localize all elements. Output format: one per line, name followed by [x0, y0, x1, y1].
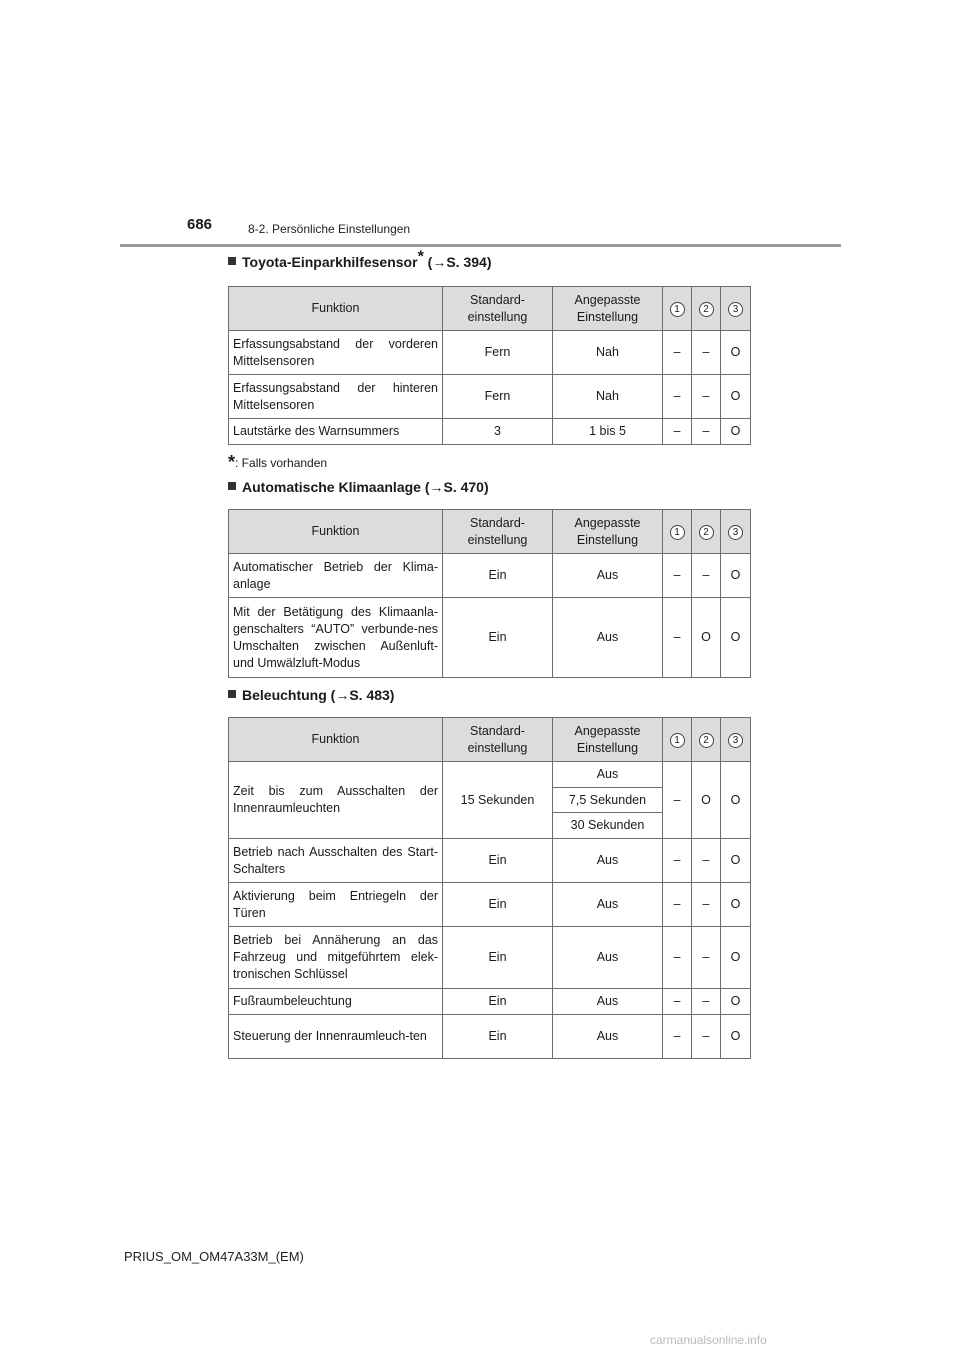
heading-ref: (→S. 483)	[326, 687, 395, 703]
cell-c2: –	[692, 419, 721, 445]
square-bullet-icon	[228, 690, 236, 698]
cell-angepasst: Aus	[553, 927, 663, 989]
cell-c2: –	[692, 883, 721, 927]
col-1	[663, 287, 692, 331]
cell-standard: Ein	[443, 883, 553, 927]
table-row	[229, 883, 751, 927]
cell-funktion: Fußraumbeleuchtung	[229, 989, 443, 1015]
header-rule	[120, 244, 841, 247]
col-angepasst: Angepasste Einstellung	[553, 510, 663, 554]
table-row	[229, 554, 751, 598]
heading-ref: (→S. 394)	[423, 254, 492, 270]
cell-c2: –	[692, 375, 721, 419]
cell-c3: O	[721, 554, 751, 598]
col-standard: Standard- einstellung	[443, 718, 553, 762]
square-bullet-icon	[228, 482, 236, 490]
col-1	[663, 718, 692, 762]
cell-c2: –	[692, 927, 721, 989]
cell-c3: O	[721, 331, 751, 375]
cell-c1: –	[663, 554, 692, 598]
cell-c3: O	[721, 762, 751, 839]
heading-ref: (→S. 470)	[420, 479, 489, 495]
cell-angepasst: Aus	[553, 989, 663, 1015]
cell-option: Aus	[553, 762, 663, 788]
cell-c1: –	[663, 598, 692, 678]
cell-c3: O	[721, 1015, 751, 1059]
col-2	[692, 510, 721, 554]
table-beleuchtung	[228, 717, 751, 1059]
table-row	[229, 598, 751, 678]
col-2	[692, 287, 721, 331]
cell-standard: Ein	[443, 989, 553, 1015]
cell-angepasst: Aus	[553, 1015, 663, 1059]
circled-3-icon: 3	[728, 525, 743, 540]
cell-standard: Ein	[443, 927, 553, 989]
cell-standard: Fern	[443, 331, 553, 375]
footnote-text: : Falls vorhanden	[235, 456, 328, 470]
cell-funktion: Automatischer Betrieb der Klima-anlage	[229, 554, 443, 598]
document-code: PRIUS_OM_OM47A33M_(EM)	[124, 1249, 304, 1264]
table-row	[229, 419, 751, 445]
table-header-row	[229, 287, 751, 331]
footnote	[228, 452, 327, 473]
cell-standard: Ein	[443, 598, 553, 678]
page-number: 686	[187, 216, 213, 233]
cell-standard: 15 Sekunden	[443, 762, 553, 839]
heading-title: Beleuchtung	[242, 687, 327, 703]
cell-c3: O	[721, 839, 751, 883]
cell-funktion: Lautstärke des Warnsummers	[229, 419, 443, 445]
table-row	[229, 331, 751, 375]
heading-title: Toyota-Einparkhilfesensor	[242, 254, 418, 270]
circled-3-icon: 3	[728, 733, 743, 748]
col-angepasst: Angepasste Einstellung	[553, 287, 663, 331]
heading-einparkhilfe	[228, 248, 492, 270]
watermark: carmanualsonline.info	[650, 1333, 767, 1347]
cell-funktion: Mit der Betätigung des Klimaanla-genschalters “AUTO” verbunde-nes Umschalten zwischen Außenluft- und Umwälzluft-Modus	[229, 598, 443, 678]
col-3	[721, 718, 751, 762]
circled-2-icon: 2	[699, 302, 714, 317]
cell-option: 30 Sekunden	[553, 813, 663, 839]
cell-angepasst: Aus	[553, 839, 663, 883]
col-standard: Standard- einstellung	[443, 510, 553, 554]
circled-2-icon: 2	[699, 525, 714, 540]
col-funktion: Funktion	[229, 718, 443, 762]
circled-1-icon: 1	[670, 302, 685, 317]
cell-funktion: Betrieb nach Ausschalten des Start-Schalters	[229, 839, 443, 883]
col-funktion: Funktion	[229, 287, 443, 331]
cell-angepasst: 1 bis 5	[553, 419, 663, 445]
cell-standard: Fern	[443, 375, 553, 419]
cell-c1: –	[663, 989, 692, 1015]
table-einparkhilfe	[228, 286, 751, 445]
table-row	[229, 839, 751, 883]
cell-c1: –	[663, 839, 692, 883]
circled-2-icon: 2	[699, 733, 714, 748]
cell-c3: O	[721, 989, 751, 1015]
table-header-row	[229, 510, 751, 554]
cell-c2: –	[692, 1015, 721, 1059]
cell-standard: 3	[443, 419, 553, 445]
cell-c2: O	[692, 598, 721, 678]
section-label: 8-2. Persönliche Einstellungen	[248, 222, 411, 236]
cell-c1: –	[663, 375, 692, 419]
table-header-row	[229, 718, 751, 762]
table-row	[229, 989, 751, 1015]
cell-standard: Ein	[443, 839, 553, 883]
cell-c2: –	[692, 989, 721, 1015]
cell-c1: –	[663, 331, 692, 375]
col-2	[692, 718, 721, 762]
col-1	[663, 510, 692, 554]
cell-c1: –	[663, 927, 692, 989]
cell-c1: –	[663, 762, 692, 839]
cell-funktion: Erfassungsabstand der hinteren Mittelsensoren	[229, 375, 443, 419]
cell-c1: –	[663, 419, 692, 445]
cell-angepasst: Aus	[553, 883, 663, 927]
cell-angepasst: Aus	[553, 598, 663, 678]
cell-c2: –	[692, 554, 721, 598]
col-3	[721, 510, 751, 554]
cell-angepasst: Nah	[553, 375, 663, 419]
cell-standard: Ein	[443, 554, 553, 598]
cell-option: 7,5 Sekunden	[553, 788, 663, 813]
cell-c3: O	[721, 375, 751, 419]
circled-1-icon: 1	[670, 733, 685, 748]
heading-title: Automatische Klimaanlage	[242, 479, 421, 495]
col-3	[721, 287, 751, 331]
cell-c3: O	[721, 419, 751, 445]
cell-funktion: Steuerung der Innenraumleuch-ten	[229, 1015, 443, 1059]
cell-c1: –	[663, 1015, 692, 1059]
cell-c3: O	[721, 598, 751, 678]
circled-3-icon: 3	[728, 302, 743, 317]
cell-funktion: Zeit bis zum Ausschalten der Innenraumleuchten	[229, 762, 443, 839]
circled-1-icon: 1	[670, 525, 685, 540]
cell-c2: –	[692, 839, 721, 883]
heading-klimaanlage	[228, 479, 489, 495]
cell-funktion: Aktivierung beim Entriegeln der Türen	[229, 883, 443, 927]
heading-star: *	[417, 248, 424, 266]
heading-beleuchtung	[228, 687, 394, 703]
cell-angepasst: Nah	[553, 331, 663, 375]
square-bullet-icon	[228, 257, 236, 265]
cell-c3: O	[721, 927, 751, 989]
cell-funktion: Betrieb bei Annäherung an das Fahrzeug und mitgeführtem elek-tronischen Schlüssel	[229, 927, 443, 989]
table-row	[229, 762, 751, 788]
table-row	[229, 375, 751, 419]
table-klimaanlage	[228, 509, 751, 678]
cell-c2: –	[692, 331, 721, 375]
cell-c1: –	[663, 883, 692, 927]
col-funktion: Funktion	[229, 510, 443, 554]
footnote-star: *	[228, 452, 236, 472]
table-row	[229, 927, 751, 989]
table-row	[229, 1015, 751, 1059]
cell-standard: Ein	[443, 1015, 553, 1059]
cell-angepasst: Aus	[553, 554, 663, 598]
cell-c2: O	[692, 762, 721, 839]
col-angepasst: Angepasste Einstellung	[553, 718, 663, 762]
cell-c3: O	[721, 883, 751, 927]
col-standard: Standard- einstellung	[443, 287, 553, 331]
cell-funktion: Erfassungsabstand der vorderen Mittelsensoren	[229, 331, 443, 375]
